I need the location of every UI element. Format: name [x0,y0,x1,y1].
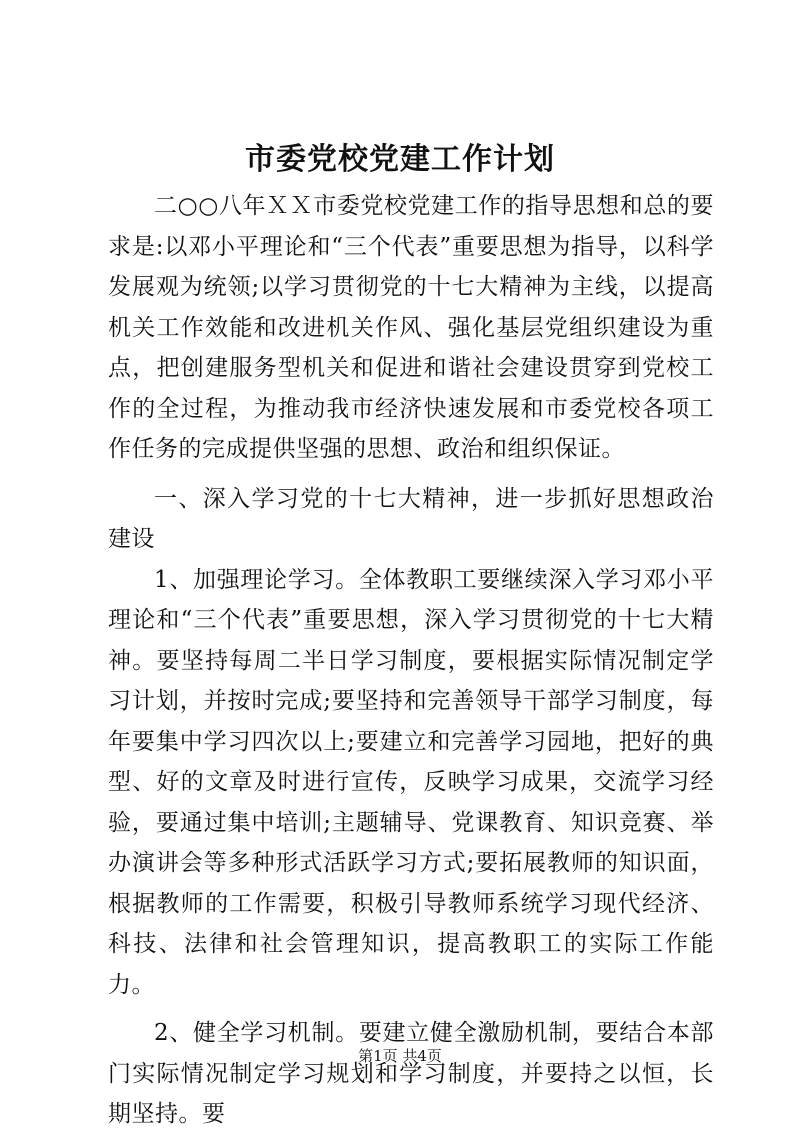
page-footer: 第1页 共4页 [358,1047,442,1065]
item-1-paragraph: 1、加强理论学习。全体教职工要继续深入学习邓小平理论和“三个代表”重要思想，深入学习贯彻党的十七大精神。要坚持每周二半日学习制度，要根据实际情况制定学习计划，并按时完成;要坚持和完善领导干部学习制度，每年要集中学习四次以上;要建立和完善学习园地，把好的典型、好的文章及时进行宣传，反映学习成果，交流学习经验，要通过集中培训;主题辅导、党课教育、知识竞赛、举办演讲会等多种形式活跃学习方式;要拓展教师的知识面，根据教师的工作需要，积极引导教师系统学习现代经济、科技、法律和社会管理知识，提高教职工的实际工作能力。 [108,566,714,998]
document-body [108,186,714,1135]
item-2-paragraph: 2、健全学习机制。要建立健全激励机制，要结合本部门实际情况制定学习规划和学习制度，并要持之以恒，长期坚持。要 [108,1020,714,1127]
section-heading-1: 一、深入学习党的十七大精神，进一步抓好思想政治建设 [108,485,714,552]
intro-paragraph: 二○○八年ＸＸ市委党校党建工作的指导思想和总的要求是:以邓小平理论和“三个代表”重要思想为指导，以科学发展观为统领;以学习贯彻党的十七大精神为主线，以提高机关工作效能和改进机关作风、强化基层党组织建设为重点，把创建服务型机关和促进和谐社会建设贯穿到党校工作的全过程，为推动我市经济快速发展和市委党校各项工作任务的完成提供坚强的思想、政治和组织保证。 [108,193,714,462]
document-title: 市委党校党建工作计划 [245,142,555,177]
